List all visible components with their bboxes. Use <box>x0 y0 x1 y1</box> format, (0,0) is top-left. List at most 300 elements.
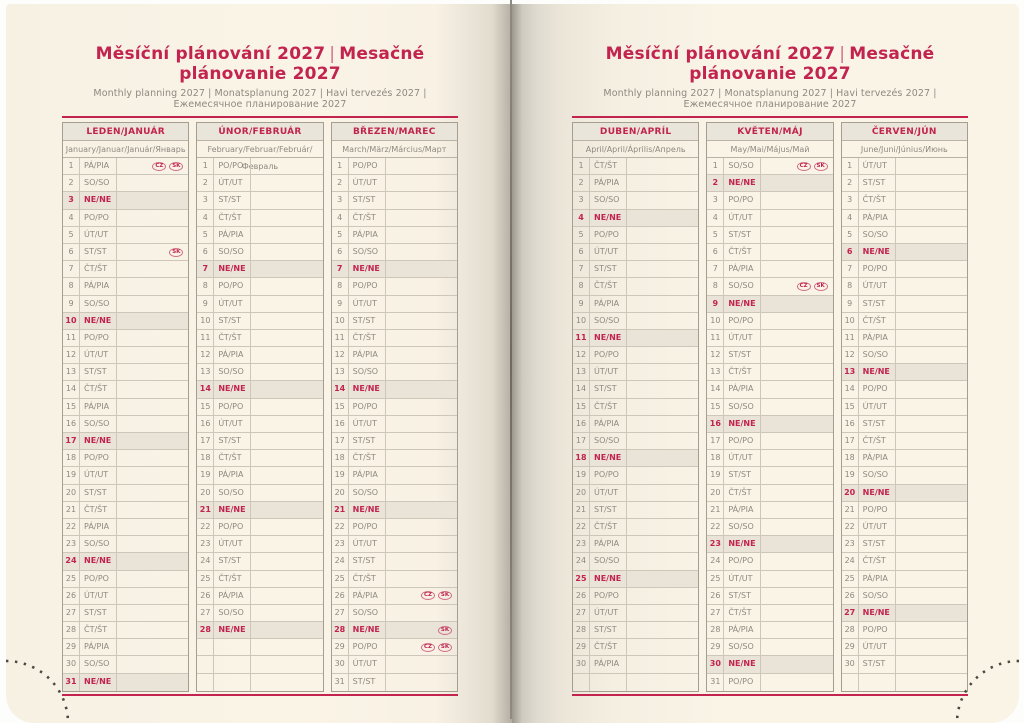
day-number-cell: 22 <box>332 519 349 535</box>
day-row <box>332 433 457 450</box>
notes-cell <box>117 553 188 569</box>
day-abbrev-cell: SO/SO <box>859 227 896 243</box>
day-number-cell: 7 <box>573 261 590 277</box>
day-row <box>197 364 322 381</box>
notes-cell <box>251 571 322 587</box>
perforation-arc-right <box>939 643 1019 723</box>
day-row <box>842 227 967 244</box>
notes-cell <box>627 175 698 191</box>
day-abbrev-cell: ÚT/UT <box>349 296 386 312</box>
day-number-cell: 20 <box>197 485 214 501</box>
notes-cell <box>627 416 698 432</box>
day-number-cell: 21 <box>707 502 724 518</box>
day-abbrev-cell: PÁ/PIA <box>214 227 251 243</box>
day-row <box>197 588 322 605</box>
notes-cell <box>896 330 967 346</box>
day-row <box>63 450 188 467</box>
notes-cell <box>627 399 698 415</box>
day-abbrev-cell: SO/SO <box>349 364 386 380</box>
day-row <box>707 278 832 295</box>
day-number-cell: 29 <box>332 639 349 655</box>
notes-cell <box>627 553 698 569</box>
notes-cell <box>627 571 698 587</box>
day-row-sunday <box>842 485 967 502</box>
day-abbrev-cell: ST/ST <box>724 467 761 483</box>
day-row <box>573 656 698 673</box>
day-abbrev-cell: ČT/ŠT <box>859 192 896 208</box>
day-abbrev-cell: NE/NE <box>349 381 386 397</box>
empty-row <box>197 639 322 656</box>
notes-cell <box>896 227 967 243</box>
notes-cell <box>627 210 698 226</box>
day-row <box>332 175 457 192</box>
notes-cell <box>386 381 457 397</box>
day-number-cell: 14 <box>573 381 590 397</box>
day-abbrev-cell: ÚT/UT <box>859 399 896 415</box>
day-abbrev-cell: PÁ/PIA <box>80 399 117 415</box>
day-abbrev-cell: ÚT/UT <box>724 330 761 346</box>
day-number-cell: 21 <box>63 502 80 518</box>
page-title <box>572 44 968 84</box>
day-abbrev-cell: SO/SO <box>859 467 896 483</box>
day-abbrev-cell: NE/NE <box>80 313 117 329</box>
day-abbrev-cell: SO/SO <box>590 313 627 329</box>
day-row <box>842 467 967 484</box>
day-number-cell: 26 <box>707 588 724 604</box>
day-abbrev-cell: PÁ/PIA <box>214 347 251 363</box>
day-row <box>197 158 322 175</box>
notes-cell <box>117 261 188 277</box>
day-number-cell: 9 <box>573 296 590 312</box>
day-row <box>707 192 832 209</box>
day-abbrev-cell: NE/NE <box>724 656 761 672</box>
day-number-cell: 9 <box>332 296 349 312</box>
day-abbrev-cell: NE/NE <box>859 485 896 501</box>
notes-cell <box>117 674 188 691</box>
page-title-czech: Měsíční plánování 2027 <box>605 44 836 64</box>
day-row <box>332 485 457 502</box>
day-number-cell: 17 <box>332 433 349 449</box>
day-number-cell: 17 <box>842 433 859 449</box>
day-abbrev-cell <box>214 656 251 672</box>
day-abbrev-cell: SO/SO <box>349 605 386 621</box>
notes-cell <box>627 588 698 604</box>
day-number-cell: 3 <box>573 192 590 208</box>
month-calendar <box>841 122 968 692</box>
day-abbrev-cell: PÁ/PIA <box>349 588 386 604</box>
notes-cell <box>251 347 322 363</box>
day-number-cell: 7 <box>842 261 859 277</box>
day-abbrev-cell: ČT/ŠT <box>214 330 251 346</box>
notes-cell <box>251 313 322 329</box>
month-languages: May/Mai/Május/Май <box>707 141 832 158</box>
day-row <box>332 296 457 313</box>
day-row <box>332 450 457 467</box>
day-row <box>197 175 322 192</box>
day-number-cell: 2 <box>332 175 349 191</box>
day-row <box>63 605 188 622</box>
notes-cell <box>761 485 832 501</box>
notes-cell <box>627 158 698 174</box>
day-abbrev-cell: ČT/ŠT <box>214 210 251 226</box>
day-number-cell: 18 <box>842 450 859 466</box>
day-abbrev-cell: ÚT/UT <box>590 364 627 380</box>
notes-cell <box>251 210 322 226</box>
day-number-cell: 15 <box>707 399 724 415</box>
day-number-cell: 17 <box>63 433 80 449</box>
bottom-rule <box>572 694 968 696</box>
day-abbrev-cell: SO/SO <box>80 416 117 432</box>
notes-cell <box>386 605 457 621</box>
day-number-cell: 19 <box>332 467 349 483</box>
day-abbrev-cell: PO/PO <box>214 399 251 415</box>
day-number-cell: 6 <box>842 244 859 260</box>
day-abbrev-cell: NE/NE <box>724 296 761 312</box>
day-row <box>63 502 188 519</box>
day-abbrev-cell: PÁ/PIA <box>80 278 117 294</box>
day-row <box>842 175 967 192</box>
day-row <box>842 536 967 553</box>
day-abbrev-cell: ČT/ŠT <box>859 553 896 569</box>
day-abbrev-cell: PO/PO <box>214 158 251 174</box>
day-number-cell: 1 <box>707 158 724 174</box>
notes-cell <box>117 313 188 329</box>
day-row <box>63 330 188 347</box>
holiday-badge-sk-icon: SK <box>438 626 452 635</box>
day-abbrev-cell: ÚT/UT <box>349 416 386 432</box>
day-row <box>573 622 698 639</box>
day-abbrev-cell: NE/NE <box>590 450 627 466</box>
notes-cell <box>627 433 698 449</box>
day-abbrev-cell: NE/NE <box>214 502 251 518</box>
day-number-cell: 1 <box>197 158 214 174</box>
day-number-cell: 10 <box>573 313 590 329</box>
day-abbrev-cell: ST/ST <box>349 433 386 449</box>
day-abbrev-cell: PO/PO <box>349 639 386 655</box>
day-row-sunday <box>842 364 967 381</box>
day-abbrev-cell: PO/PO <box>80 210 117 226</box>
holiday-badge-cz-icon: CZ <box>152 162 166 171</box>
day-row <box>707 210 832 227</box>
day-number-cell: 24 <box>332 553 349 569</box>
day-row <box>63 347 188 364</box>
day-number-cell: 30 <box>842 656 859 672</box>
day-number-cell: 25 <box>63 571 80 587</box>
day-number-cell: 28 <box>573 622 590 638</box>
day-number-cell: 19 <box>573 467 590 483</box>
day-number-cell <box>842 674 859 691</box>
day-abbrev-cell: PO/PO <box>349 519 386 535</box>
notes-cell <box>896 416 967 432</box>
day-row-sunday <box>573 571 698 588</box>
notes-cell <box>627 347 698 363</box>
month-name: ČERVEN/JÚN <box>842 123 967 141</box>
month-languages: April/April/Április/Апрель <box>573 141 698 158</box>
day-abbrev-cell: ST/ST <box>859 656 896 672</box>
day-number-cell: 29 <box>63 639 80 655</box>
notes-cell <box>386 296 457 312</box>
notes-cell <box>761 175 832 191</box>
day-abbrev-cell: SO/SO <box>724 399 761 415</box>
notes-cell <box>386 158 457 174</box>
day-abbrev-cell: SO/SO <box>859 347 896 363</box>
day-number-cell: 31 <box>707 674 724 691</box>
day-abbrev-cell: ČT/ŠT <box>349 571 386 587</box>
day-abbrev-cell: PÁ/PIA <box>80 519 117 535</box>
day-row <box>573 553 698 570</box>
day-row-sunday <box>573 210 698 227</box>
day-row <box>332 588 457 605</box>
day-row <box>197 210 322 227</box>
notes-cell <box>251 639 322 655</box>
holiday-badge-sk-icon: SK <box>814 282 828 291</box>
day-abbrev-cell: ÚT/UT <box>859 639 896 655</box>
title-separator: | <box>329 44 336 64</box>
day-number-cell: 20 <box>842 485 859 501</box>
day-abbrev-cell: PÁ/PIA <box>859 330 896 346</box>
notes-cell <box>627 192 698 208</box>
day-row <box>63 175 188 192</box>
day-abbrev-cell: NE/NE <box>590 210 627 226</box>
day-row <box>707 674 832 691</box>
month-calendar <box>62 122 189 692</box>
day-row-sunday <box>707 536 832 553</box>
notes-cell <box>386 571 457 587</box>
day-abbrev-cell: PO/PO <box>724 313 761 329</box>
day-number-cell: 5 <box>842 227 859 243</box>
day-row <box>197 433 322 450</box>
day-abbrev-cell: ST/ST <box>859 296 896 312</box>
day-row <box>332 158 457 175</box>
day-number-cell: 10 <box>842 313 859 329</box>
day-row-sunday <box>332 381 457 398</box>
day-number-cell <box>573 674 590 691</box>
day-abbrev-cell: NE/NE <box>349 622 386 638</box>
day-row <box>197 313 322 330</box>
spine-divider <box>510 0 512 719</box>
notes-cell <box>761 450 832 466</box>
day-abbrev-cell: NE/NE <box>724 416 761 432</box>
day-row <box>573 485 698 502</box>
title-separator: | <box>839 44 846 64</box>
day-number-cell: 5 <box>707 227 724 243</box>
day-abbrev-cell: PÁ/PIA <box>590 296 627 312</box>
notes-cell <box>896 313 967 329</box>
day-number-cell: 6 <box>197 244 214 260</box>
notes-cell <box>761 536 832 552</box>
day-abbrev-cell: ČT/ŠT <box>349 450 386 466</box>
day-number-cell: 24 <box>573 553 590 569</box>
day-abbrev-cell: ÚT/UT <box>590 244 627 260</box>
notes-cell <box>251 192 322 208</box>
day-abbrev-cell: NE/NE <box>859 364 896 380</box>
notes-cell <box>117 416 188 432</box>
notes-cell <box>251 502 322 518</box>
day-row <box>332 467 457 484</box>
day-abbrev-cell: NE/NE <box>859 605 896 621</box>
day-number-cell: 22 <box>573 519 590 535</box>
day-number-cell: 14 <box>197 381 214 397</box>
day-number-cell: 23 <box>707 536 724 552</box>
day-number-cell: 11 <box>707 330 724 346</box>
day-number-cell: 20 <box>707 485 724 501</box>
notes-cell <box>761 364 832 380</box>
day-row <box>842 313 967 330</box>
day-abbrev-cell: PO/PO <box>214 519 251 535</box>
day-row <box>842 416 967 433</box>
day-number-cell: 21 <box>573 502 590 518</box>
day-abbrev-cell: ČT/ŠT <box>80 502 117 518</box>
day-row <box>332 571 457 588</box>
day-row-sunday <box>573 450 698 467</box>
day-abbrev-cell: ST/ST <box>859 416 896 432</box>
day-abbrev-cell: SO/SO <box>214 605 251 621</box>
notes-cell <box>386 192 457 208</box>
day-row <box>573 261 698 278</box>
notes-cell <box>627 381 698 397</box>
month-calendar <box>706 122 833 692</box>
day-row <box>707 347 832 364</box>
notes-cell <box>386 450 457 466</box>
notes-cell <box>627 450 698 466</box>
day-row <box>332 313 457 330</box>
day-abbrev-cell: ČT/ŠT <box>590 278 627 294</box>
day-row <box>573 399 698 416</box>
day-number-cell: 4 <box>707 210 724 226</box>
notes-cell <box>761 519 832 535</box>
day-abbrev-cell: PÁ/PIA <box>859 210 896 226</box>
day-abbrev-cell: ST/ST <box>80 244 117 260</box>
day-row <box>63 261 188 278</box>
day-row <box>842 381 967 398</box>
day-abbrev-cell: NE/NE <box>724 175 761 191</box>
day-row <box>573 364 698 381</box>
notes-cell <box>627 364 698 380</box>
notes-cell <box>251 553 322 569</box>
notes-cell <box>251 588 322 604</box>
notes-cell <box>761 467 832 483</box>
day-abbrev-cell: NE/NE <box>214 622 251 638</box>
day-abbrev-cell: SO/SO <box>724 639 761 655</box>
notes-cell <box>896 175 967 191</box>
day-abbrev-cell: ST/ST <box>349 674 386 691</box>
day-abbrev-cell: PÁ/PIA <box>859 571 896 587</box>
day-number-cell: 31 <box>63 674 80 691</box>
notes-cell <box>117 571 188 587</box>
day-number-cell: 23 <box>332 536 349 552</box>
day-number-cell: 5 <box>573 227 590 243</box>
day-abbrev-cell: PÁ/PIA <box>349 347 386 363</box>
day-abbrev-cell: PO/PO <box>859 381 896 397</box>
notes-cell <box>386 399 457 415</box>
day-number-cell: 13 <box>197 364 214 380</box>
day-row <box>707 227 832 244</box>
notes-cell <box>251 605 322 621</box>
notes-cell <box>117 656 188 672</box>
day-number-cell: 26 <box>197 588 214 604</box>
day-number-cell: 28 <box>197 622 214 638</box>
day-abbrev-cell: ČT/ŠT <box>724 605 761 621</box>
day-abbrev-cell: NE/NE <box>80 674 117 691</box>
day-abbrev-cell: PÁ/PIA <box>349 227 386 243</box>
day-number-cell: 25 <box>707 571 724 587</box>
day-row <box>707 158 832 175</box>
notes-cell <box>117 364 188 380</box>
day-row <box>332 553 457 570</box>
page-left-content <box>62 44 458 696</box>
day-abbrev-cell: ST/ST <box>349 192 386 208</box>
day-abbrev-cell: ČT/ŠT <box>349 210 386 226</box>
notes-cell <box>761 399 832 415</box>
day-abbrev-cell: ST/ST <box>214 553 251 569</box>
day-row <box>332 192 457 209</box>
notes-cell <box>627 227 698 243</box>
day-abbrev-cell: ST/ST <box>859 175 896 191</box>
day-number-cell: 1 <box>842 158 859 174</box>
day-abbrev-cell <box>590 674 627 691</box>
month-calendar <box>196 122 323 692</box>
day-abbrev-cell: ST/ST <box>724 588 761 604</box>
day-number-cell: 15 <box>197 399 214 415</box>
day-row <box>197 536 322 553</box>
day-abbrev-cell: ST/ST <box>349 313 386 329</box>
month-languages: January/Januar/Január/Январь <box>63 141 188 158</box>
month-languages: February/Februar/Február/Февраль <box>197 141 322 158</box>
holiday-badge-sk-icon: SK <box>814 162 828 171</box>
day-row <box>707 399 832 416</box>
day-abbrev-cell: SO/SO <box>349 485 386 501</box>
day-row <box>707 571 832 588</box>
day-row <box>573 605 698 622</box>
day-number-cell: 7 <box>63 261 80 277</box>
day-number-cell: 9 <box>842 296 859 312</box>
day-abbrev-cell: ST/ST <box>214 192 251 208</box>
notes-cell <box>386 485 457 501</box>
notes-cell <box>627 244 698 260</box>
notes-cell <box>627 296 698 312</box>
day-number-cell: 15 <box>842 399 859 415</box>
day-row <box>842 330 967 347</box>
day-number-cell: 7 <box>707 261 724 277</box>
day-row <box>197 485 322 502</box>
day-abbrev-cell: NE/NE <box>80 553 117 569</box>
holiday-badge-cz-icon: CZ <box>421 591 435 600</box>
day-abbrev-cell: NE/NE <box>590 571 627 587</box>
day-abbrev-cell: NE/NE <box>214 381 251 397</box>
day-row <box>332 605 457 622</box>
notes-cell <box>386 553 457 569</box>
day-number-cell: 23 <box>573 536 590 552</box>
notes-cell <box>251 158 322 174</box>
day-number-cell: 13 <box>573 364 590 380</box>
day-number-cell: 3 <box>332 192 349 208</box>
notes-cell <box>761 674 832 691</box>
notes-cell <box>386 278 457 294</box>
day-row <box>707 244 832 261</box>
day-row-sunday <box>63 433 188 450</box>
month-name: ÚNOR/FEBRUÁR <box>197 123 322 141</box>
notes-cell <box>627 536 698 552</box>
holiday-badge-sk-icon: SK <box>169 248 183 257</box>
day-abbrev-cell: ČT/ŠT <box>80 622 117 638</box>
notes-cell <box>251 536 322 552</box>
day-number-cell: 19 <box>707 467 724 483</box>
notes-cell <box>896 622 967 638</box>
day-row <box>197 330 322 347</box>
notes-cell <box>117 467 188 483</box>
day-row-sunday <box>332 261 457 278</box>
day-abbrev-cell: ÚT/UT <box>724 210 761 226</box>
